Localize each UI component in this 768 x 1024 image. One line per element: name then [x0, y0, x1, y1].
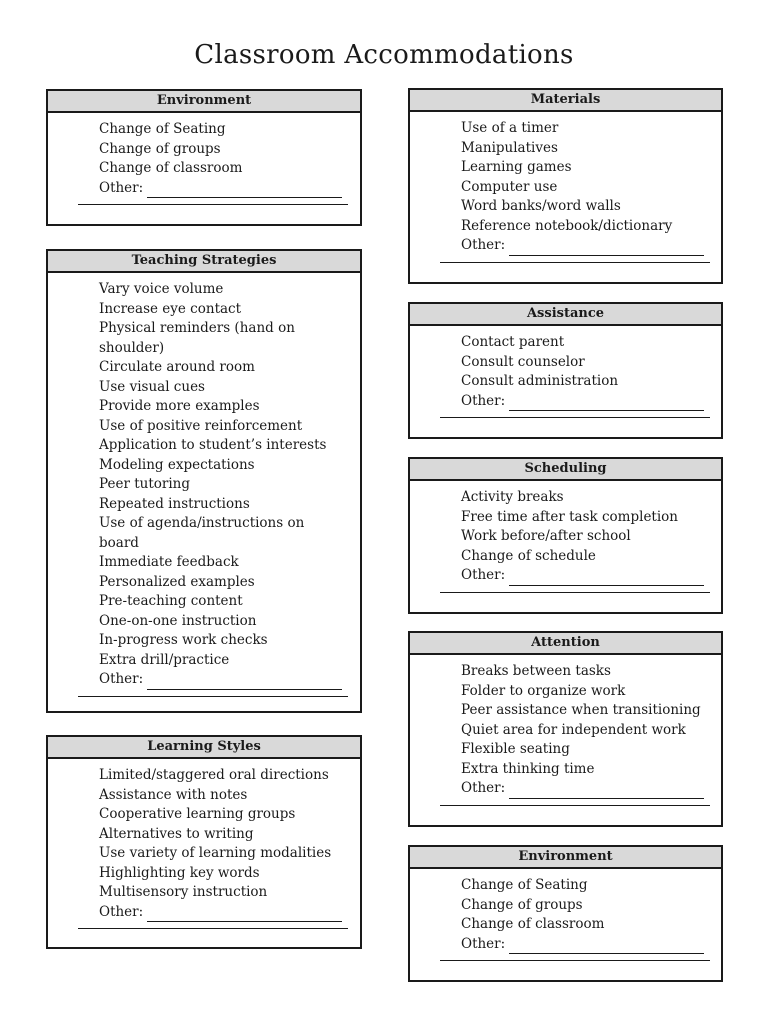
list-item: Work before/after school [461, 528, 631, 544]
extra-blank-line [78, 696, 348, 697]
other-blank-line [509, 940, 704, 954]
other-field [410, 566, 721, 586]
other-blank-line [509, 242, 704, 256]
list-item: Repeated instructions [99, 495, 250, 512]
section-assistance [408, 302, 723, 439]
other-label: Other: [99, 903, 144, 920]
list-item: Breaks between tasks [461, 663, 611, 679]
accommodation-list [410, 655, 721, 779]
page-title: Classroom Accommodations [194, 40, 574, 70]
other-label: Other: [99, 671, 144, 687]
other-blank-line [147, 908, 342, 922]
list-item: Pre-teaching content [99, 593, 243, 609]
extra-blank-line [440, 417, 710, 418]
list-item: Use of positive reinforcement [99, 417, 303, 434]
other-field [410, 935, 721, 955]
accommodation-list [48, 759, 360, 903]
other-label: Other: [461, 935, 506, 952]
list-item: Consult administration [461, 373, 619, 389]
other-field [410, 779, 721, 799]
list-item: Activity breaks [461, 489, 564, 505]
list-item: Word banks/word walls [461, 198, 621, 214]
list-item: Personalized examples [99, 573, 255, 590]
list-item: Extra thinking time [461, 760, 595, 777]
list-item: Circulate around room [99, 359, 255, 375]
section-heading: Environment [410, 847, 721, 869]
other-blank-line [509, 785, 704, 799]
section-scheduling [408, 457, 723, 614]
list-item: Multisensory instruction [99, 884, 268, 900]
list-item: Contact parent [461, 334, 565, 350]
list-item: Manipulatives [461, 139, 558, 156]
other-label: Other: [461, 237, 506, 253]
list-item: Physical reminders (hand on [99, 320, 295, 336]
list-item: Provide more examples [99, 398, 260, 414]
list-item: Peer tutoring [99, 476, 190, 492]
section-heading: Assistance [410, 304, 721, 326]
list-item: Change of classroom [99, 160, 243, 176]
list-item: Folder to organize work [461, 682, 626, 699]
other-blank-line [147, 184, 342, 198]
section-learning-styles [46, 735, 362, 949]
other-field [48, 179, 360, 199]
section-heading: Scheduling [410, 459, 721, 481]
accommodation-list [410, 112, 721, 236]
extra-blank-line [440, 262, 710, 263]
section-heading: Attention [410, 633, 721, 655]
other-blank-line [509, 572, 704, 586]
list-item: Quiet area for independent work [461, 721, 686, 738]
section-attention [408, 631, 723, 827]
list-item: Assistance with notes [99, 786, 248, 803]
section-heading: Materials [410, 90, 721, 112]
list-item: Use visual cues [99, 378, 205, 395]
list-item: Free time after task completion [461, 508, 678, 525]
other-label: Other: [99, 179, 144, 196]
extra-blank-line [78, 204, 348, 205]
accommodation-list [48, 113, 360, 179]
list-item: Flexible seating [461, 741, 570, 757]
list-item: In-progress work checks [99, 632, 268, 648]
list-item: Extra drill/practice [99, 651, 230, 668]
list-item: Increase eye contact [99, 300, 242, 317]
other-label: Other: [461, 392, 506, 409]
other-field [410, 236, 721, 256]
section-environment-left [46, 89, 362, 226]
list-item: Use variety of learning modalities [99, 845, 332, 861]
section-heading: Teaching Strategies [48, 251, 360, 273]
list-item: Modeling expectations [99, 456, 255, 473]
section-heading: Learning Styles [48, 737, 360, 759]
list-item: One-on-one instruction [99, 612, 257, 629]
list-item: Highlighting key words [99, 864, 260, 881]
list-item: Immediate feedback [99, 554, 239, 570]
list-item: Computer use [461, 178, 558, 195]
list-item: board [99, 534, 139, 551]
list-item: Change of Seating [461, 877, 588, 893]
extra-blank-line [440, 960, 710, 961]
list-item: Peer assistance when transitioning [461, 702, 701, 718]
list-item: Alternatives to writing [99, 825, 254, 842]
list-item: Change of groups [99, 140, 221, 157]
list-item: Vary voice volume [99, 281, 224, 297]
list-item: Change of schedule [461, 547, 596, 564]
other-field [48, 903, 360, 923]
accommodation-list [410, 481, 721, 566]
list-item: Change of Seating [99, 121, 226, 137]
list-item: Change of groups [461, 896, 583, 913]
section-environment-right [408, 845, 723, 982]
list-item: Consult counselor [461, 353, 585, 370]
list-item: Learning games [461, 159, 572, 175]
other-field [410, 392, 721, 412]
list-item: Application to student’s interests [99, 437, 327, 453]
extra-blank-line [440, 592, 710, 593]
section-teaching-strategies [46, 249, 362, 713]
section-materials [408, 88, 723, 284]
section-heading: Environment [48, 91, 360, 113]
extra-blank-line [440, 805, 710, 806]
accommodation-list [48, 273, 360, 670]
list-item: Reference notebook/dictionary [461, 217, 673, 234]
other-field [48, 670, 360, 690]
list-item: Change of classroom [461, 916, 605, 932]
other-blank-line [509, 397, 704, 411]
extra-blank-line [78, 928, 348, 929]
accommodation-list [410, 326, 721, 392]
list-item: Cooperative learning groups [99, 806, 296, 822]
other-blank-line [147, 676, 342, 690]
accommodation-list [410, 869, 721, 935]
other-label: Other: [461, 567, 506, 583]
list-item: Limited/staggered oral directions [99, 767, 329, 783]
list-item: shoulder) [99, 339, 165, 356]
list-item: Use of a timer [461, 120, 559, 136]
list-item: Use of agenda/instructions on [99, 515, 305, 531]
other-label: Other: [461, 780, 506, 796]
